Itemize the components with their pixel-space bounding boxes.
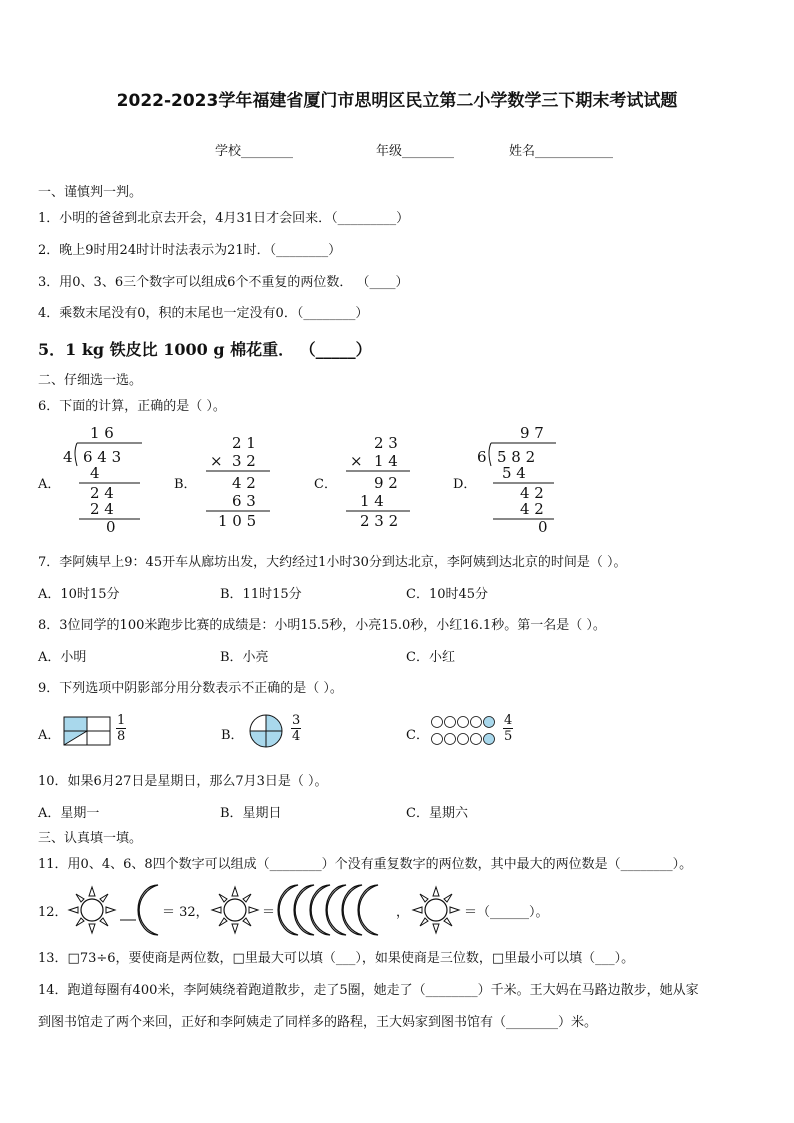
question-6: 6．下面的计算，正确的是（ ）。	[38, 399, 226, 414]
question-10: 10．如果6月27日是星期日，那么7月3日是（ ）。	[38, 774, 328, 789]
q7-option-b[interactable]: B．11时15分	[220, 587, 302, 602]
q7-option-a[interactable]: A．10时15分	[38, 587, 120, 602]
q6-option-b-label[interactable]: B．	[174, 477, 197, 492]
question-12-label: 12．	[38, 905, 68, 920]
q12-sun-icon-3	[406, 882, 466, 942]
q12-equation-1: ＝ 32，	[162, 905, 209, 920]
q6-option-d-calculation	[474, 422, 559, 538]
question-9: 9．下列选项中阴影部分用分数表示不正确的是（ ）。	[38, 681, 343, 696]
b-bottom: 3 2	[232, 452, 256, 470]
question-11: 11．用0、4、6、8四个数字可以组成（________）个没有重复数字的两位数，其中最大的两位数是（________）。	[38, 857, 693, 872]
a-subtract-1: 4	[90, 464, 100, 482]
q9-option-a-fraction	[116, 713, 126, 744]
q7-option-c[interactable]: C．10时45分	[406, 587, 489, 602]
question-5: 5．1 kg 铁皮比 1000 g 棉花重． （_____）	[38, 340, 372, 359]
fraction-denominator: 8	[117, 729, 126, 744]
q12-sun-icon-1	[62, 882, 122, 942]
q9-option-c-label[interactable]: C．	[406, 728, 429, 743]
q12-moon-icon-1	[134, 882, 164, 942]
d-remainder-2: 0	[538, 518, 548, 534]
a-divisor: 4	[63, 448, 73, 466]
b-top: 2 1	[232, 434, 256, 452]
a-remainder-1: 2 4	[90, 484, 114, 502]
c-operator: ×	[350, 452, 363, 470]
grade-field[interactable]: 年级________	[376, 144, 455, 159]
a-subtract-2: 2 4	[90, 500, 114, 518]
q9-option-b-label[interactable]: B．	[221, 728, 244, 743]
b-result: 1 0 5	[218, 512, 257, 528]
q6-option-d-label[interactable]: D．	[453, 477, 477, 492]
q6-option-c-label[interactable]: C．	[314, 477, 337, 492]
section-heading-2: 二、仔细选一选。	[38, 373, 143, 388]
question-13: 13．□73÷6，要使商是两位数，□里最大可以填（___），如果使商是三位数，□里最小可以填（___）。	[38, 951, 635, 966]
section-heading-3: 三、认真填一填。	[38, 831, 143, 846]
q9-option-a-figure	[63, 716, 113, 752]
q10-option-a[interactable]: A．星期一	[38, 806, 100, 821]
page-title: 2022-2023学年福建省厦门市思明区民立第二小学数学三下期末考试试题	[116, 91, 678, 111]
question-4: 4．乘数末尾没有0，积的末尾也一定没有0．（________）	[38, 306, 369, 321]
q6-option-a-calculation	[60, 422, 145, 538]
q8-option-b[interactable]: B．小亮	[220, 650, 269, 665]
section-heading-1: 一、谨慎判一判。	[38, 185, 143, 200]
fraction-numerator: 4	[504, 713, 513, 728]
c-top: 2 3	[374, 434, 398, 452]
fraction-denominator: 5	[504, 729, 513, 744]
q8-option-a[interactable]: A．小明	[38, 650, 87, 665]
q10-option-b[interactable]: B．星期日	[220, 806, 282, 821]
q6-option-a-label[interactable]: A．	[38, 477, 61, 492]
question-2: 2．晚上9时用24时计时法表示为21时．（________）	[38, 243, 342, 258]
d-dividend: 5 8 2	[497, 448, 536, 466]
q8-option-c[interactable]: C．小红	[406, 650, 455, 665]
q10-option-c[interactable]: C．星期六	[406, 806, 468, 821]
q9-option-c-figure	[430, 714, 500, 752]
q9-option-b-figure	[248, 713, 284, 753]
c-partial-1: 9 2	[374, 474, 398, 492]
c-partial-2: 1 4	[360, 492, 384, 510]
a-quotient: 1 6	[90, 424, 114, 442]
question-3: 3．用0、3、6三个数字可以组成6个不重复的两位数． （____）	[38, 275, 409, 290]
fraction-numerator: 3	[292, 713, 301, 728]
a-remainder-2: 0	[106, 518, 116, 534]
name-field[interactable]: 姓名____________	[509, 144, 614, 159]
q12-equals-2: ＝	[262, 905, 276, 920]
q12-comma: ，	[396, 905, 410, 920]
q12-sun-icon-2	[205, 882, 265, 942]
question-14-line-2: 到图书馆走了两个来回，正好和李阿姨走了同样多的路程，王大妈家到图书馆有（________）米。	[38, 1015, 598, 1030]
a-dividend: 6 4 3	[83, 448, 122, 466]
d-remainder-1: 4 2	[520, 484, 544, 502]
d-quotient: 9 7	[520, 424, 544, 442]
q9-option-b-fraction	[291, 713, 301, 744]
question-8: 8．3位同学的100米跑步比赛的成绩是：小明15.5秒，小亮15.0秒，小红16.1秒。第一名是（ ）。	[38, 618, 606, 633]
d-divisor: 6	[477, 448, 487, 466]
q12-moon-row	[274, 882, 394, 942]
b-partial-2: 6 3	[232, 492, 256, 510]
b-operator: ×	[210, 452, 223, 470]
q6-option-c-calculation	[336, 432, 416, 532]
school-field[interactable]: 学校________	[215, 144, 294, 159]
d-subtract-2: 4 2	[520, 500, 544, 518]
q12-equation-3: ＝（______）。	[464, 905, 549, 920]
d-subtract-1: 5 4	[502, 464, 526, 482]
q9-option-a-label[interactable]: A．	[38, 728, 61, 743]
fraction-numerator: 1	[117, 713, 126, 728]
question-7: 7．李阿姨早上9：45开车从廊坊出发，大约经过1小时30分到达北京，李阿姨到达北京的时间是（ ）。	[38, 555, 627, 570]
fraction-denominator: 4	[292, 729, 301, 744]
question-1: 1．小明的爸爸到北京去开会，4月31日才会回来．（_________）	[38, 211, 410, 226]
q6-option-b-calculation	[196, 432, 276, 532]
q9-option-c-fraction	[503, 713, 513, 744]
b-partial-1: 4 2	[232, 474, 256, 492]
c-result: 2 3 2	[360, 512, 399, 528]
c-bottom: 1 4	[374, 452, 398, 470]
question-14-line-1: 14．跑道每圈有400米，李阿姨绕着跑道散步，走了5圈，她走了（________）千米。王大妈在马路边散步，她从家	[38, 983, 699, 998]
